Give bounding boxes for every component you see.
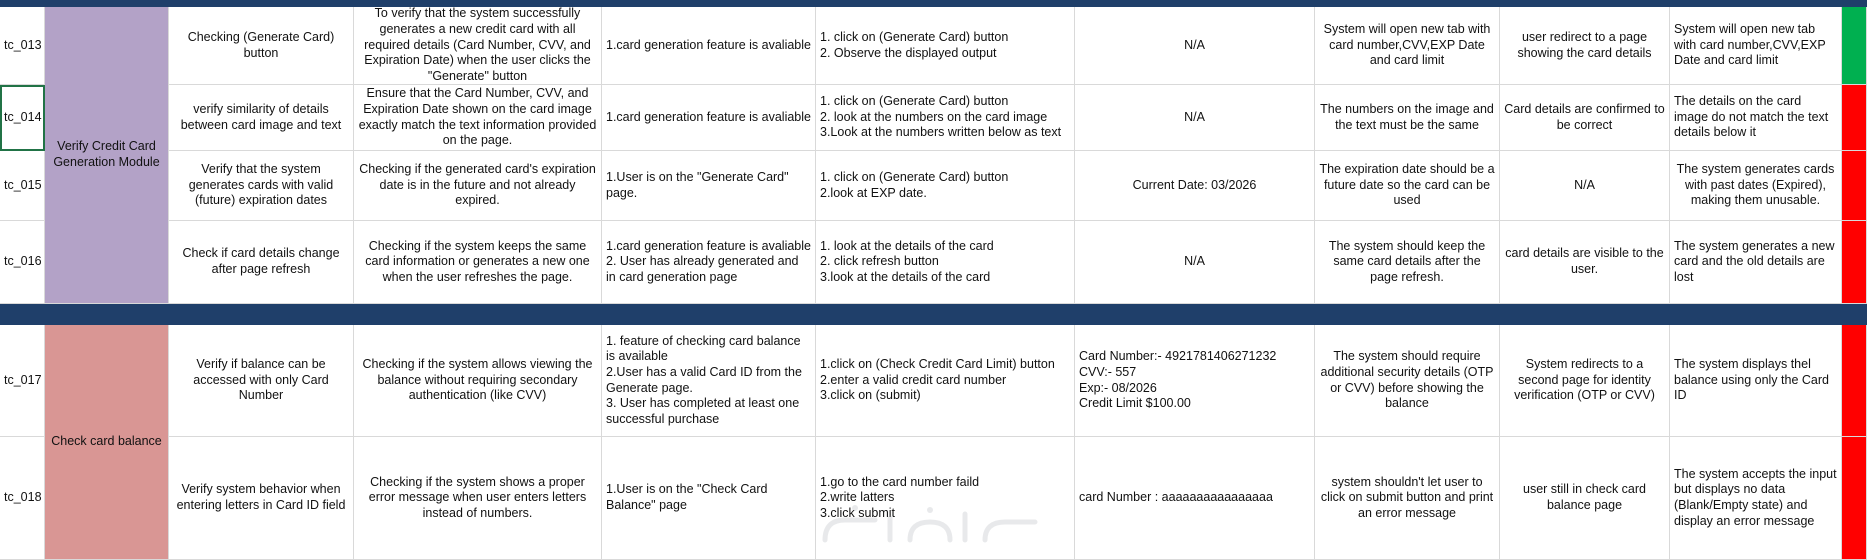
postcondition-cell[interactable] [1500,85,1670,151]
test-title: Verify that the system generates cards with valid (future) expiration dates [188,162,334,208]
postcondition: System redirects to a second page for identity verification (OTP or CVV) [1514,357,1655,403]
precondition: 1.card generation feature is avaliable [606,109,811,124]
expected-result: System will open new tab with card number,CVV,EXP Date and card limit [1323,22,1491,68]
test-data: N/A [1184,254,1205,269]
status-cell-fail[interactable] [1842,151,1867,221]
test-steps: 1.click on (Check Credit Card Limit) button 2.enter a valid credit card number 3.click on (submit) [820,357,1055,403]
test-data: Current Date: 03/2026 [1132,177,1257,192]
status-cell-fail[interactable] [1842,437,1867,560]
actual-result: System will open new tab with card number,CVV,EXP Date and card limit [1674,22,1826,68]
test-case-id: tc_013 [4,37,42,52]
actual-result: The system generates cards with past dates (Expired), making them unusable. [1676,162,1835,208]
test-case-id-cell[interactable] [0,221,45,304]
test-data: Card Number:- 4921781406271232 CVV:- 557 Exp:- 08/2026 Credit Limit $100.00 [1079,349,1277,411]
actual-result-cell[interactable] [1670,85,1842,151]
module-cell-card-generation[interactable] [45,7,169,304]
test-case-id: tc_016 [4,254,42,269]
test-description: Checking if the system allows viewing the balance without requiring secondary authentication (like CVV) [362,357,593,403]
module-label: Check card balance [51,434,162,449]
test-description: To verify that the system successfully generates a new credit card with all required details (Card Number, CVV, and Expiration Date) when the user clicks the "Generate" button [364,7,591,83]
actual-result-cell[interactable] [1670,151,1842,221]
precondition-cell[interactable] [602,325,816,437]
test-data: card Number : aaaaaaaaaaaaaaaa [1079,490,1273,505]
test-steps: 1. look at the details of the card 2. click refresh button 3.look at the details of the card [820,238,994,284]
test-steps-cell[interactable] [816,7,1075,85]
expected-result-cell[interactable] [1315,85,1500,151]
test-description-cell[interactable] [354,85,602,151]
precondition: 1.card generation feature is avaliable 2. User has already generated and in card generation page [606,238,811,284]
test-description-cell[interactable] [354,7,602,85]
test-data-cell[interactable] [1075,221,1315,304]
postcondition-cell[interactable] [1500,151,1670,221]
status-cell-fail[interactable] [1842,85,1867,151]
postcondition-cell[interactable] [1500,7,1670,85]
test-steps-cell[interactable] [816,221,1075,304]
test-steps-cell[interactable] [816,325,1075,437]
test-steps: 1. click on (Generate Card) button 2. look at the numbers on the card image 3.Look at the numbers written below as text [820,94,1062,140]
test-data-cell[interactable] [1075,437,1315,560]
test-case-id: tc_014 [4,109,42,124]
test-title: Verify system behavior when entering letters in Card ID field [176,482,346,512]
test-title-cell[interactable] [169,221,354,304]
test-case-id-cell[interactable] [0,85,45,151]
expected-result: The expiration date should be a future date so the card can be used [1319,162,1495,208]
expected-result: The system should require additional security details (OTP or CVV) before showing the balance [1320,349,1494,411]
actual-result-cell[interactable] [1670,221,1842,304]
test-steps-cell[interactable] [816,85,1075,151]
test-title-cell[interactable] [169,7,354,85]
test-data-cell[interactable] [1075,151,1315,221]
actual-result: The system displays thel balance using only the Card ID [1674,357,1829,403]
actual-result-cell[interactable] [1670,437,1842,560]
precondition: 1.card generation feature is avaliable [606,37,811,52]
section-separator-band [0,304,1867,325]
test-description: Checking if the generated card's expiration date is in the future and not already expired. [359,162,596,208]
test-description-cell[interactable] [354,151,602,221]
test-case-id-cell[interactable] [0,7,45,85]
precondition-cell[interactable] [602,437,816,560]
expected-result-cell[interactable] [1315,221,1500,304]
test-steps-cell[interactable] [816,151,1075,221]
expected-result: system shouldn't let user to click on submit button and print an error message [1320,474,1494,520]
postcondition: card details are visible to the user. [1505,246,1664,276]
test-title: Checking (Generate Card) button [187,29,335,60]
test-data: N/A [1184,109,1205,124]
test-title-cell[interactable] [169,437,354,560]
test-title-cell[interactable] [169,85,354,151]
actual-result-cell[interactable] [1670,325,1842,437]
table-header-band [0,0,1867,7]
precondition-cell[interactable] [602,221,816,304]
expected-result: The system should keep the same card details after the page refresh. [1328,238,1486,284]
expected-result-cell[interactable] [1315,325,1500,437]
precondition-cell[interactable] [602,151,816,221]
actual-result: The details on the card image do not match the text details below it [1674,94,1829,140]
expected-result-cell[interactable] [1315,7,1500,85]
test-title: Verify if balance can be accessed with only Card Number [193,357,329,403]
precondition: 1.User is on the "Check Card Balance" page [606,482,768,512]
test-steps: 1. click on (Generate Card) button 2.look at EXP date. [820,169,1009,200]
test-description-cell[interactable] [354,221,602,304]
postcondition: user still in check card balance page [1523,482,1646,512]
test-data-cell[interactable] [1075,7,1315,85]
test-steps: 1.go to the card number faild 2.write latters 3.click submit [820,474,980,520]
expected-result: The numbers on the image and the text must be the same [1320,101,1494,132]
status-cell-fail[interactable] [1842,221,1867,304]
postcondition: user redirect to a page showing the card details [1517,29,1652,60]
test-description: Checking if the system shows a proper error message when user enters letters instead of numbers. [368,474,587,520]
precondition: 1. feature of checking card balance is available 2.User has a valid Card ID from the Generate page. 3. User has completed at least one successful purchase [606,333,802,426]
test-case-id: tc_017 [4,372,42,387]
test-case-id-cell[interactable] [0,151,45,221]
test-steps-cell[interactable] [816,437,1075,560]
test-case-id: tc_015 [4,177,42,192]
test-data-cell[interactable] [1075,325,1315,437]
precondition-cell[interactable] [602,85,816,151]
postcondition-cell[interactable] [1500,437,1670,560]
test-case-id: tc_018 [4,490,42,505]
test-data: N/A [1184,37,1205,52]
test-description-cell[interactable] [354,437,602,560]
expected-result-cell[interactable] [1315,437,1500,560]
module-cell-card-balance[interactable] [45,325,169,560]
test-case-id-cell[interactable] [0,325,45,437]
postcondition-cell[interactable] [1500,221,1670,304]
status-cell-pass[interactable] [1842,7,1867,85]
expected-result-cell[interactable] [1315,151,1500,221]
test-title-cell[interactable] [169,151,354,221]
test-title: verify similarity of details between card image and text [180,101,342,132]
test-title-cell[interactable] [169,325,354,437]
module-label: Verify Credit Card Generation Module [53,139,160,169]
postcondition: Card details are confirmed to be correct [1504,101,1665,132]
postcondition: N/A [1574,177,1595,192]
actual-result: The system accepts the input but displays no data (Blank/Empty state) and display an error message [1674,466,1837,528]
test-data-cell[interactable] [1075,85,1315,151]
actual-result: The system generates a new card and the old details are lost [1674,238,1835,284]
precondition-cell[interactable] [602,7,816,85]
actual-result-cell[interactable] [1670,7,1842,85]
test-description: Ensure that the Card Number, CVV, and Expiration Date shown on the card image exactly match the text information provided on the page. [358,86,597,148]
status-cell-fail[interactable] [1842,325,1867,437]
test-steps: 1. click on (Generate Card) button 2. Observe the displayed output [820,29,1009,60]
postcondition-cell[interactable] [1500,325,1670,437]
precondition: 1.User is on the "Generate Card" page. [606,169,789,200]
test-description: Checking if the system keeps the same card information or generates a new one when the user refreshes the page. [365,238,590,284]
test-title: Check if card details change after page refresh [182,246,340,276]
test-description-cell[interactable] [354,325,602,437]
test-case-id-cell[interactable] [0,437,45,560]
